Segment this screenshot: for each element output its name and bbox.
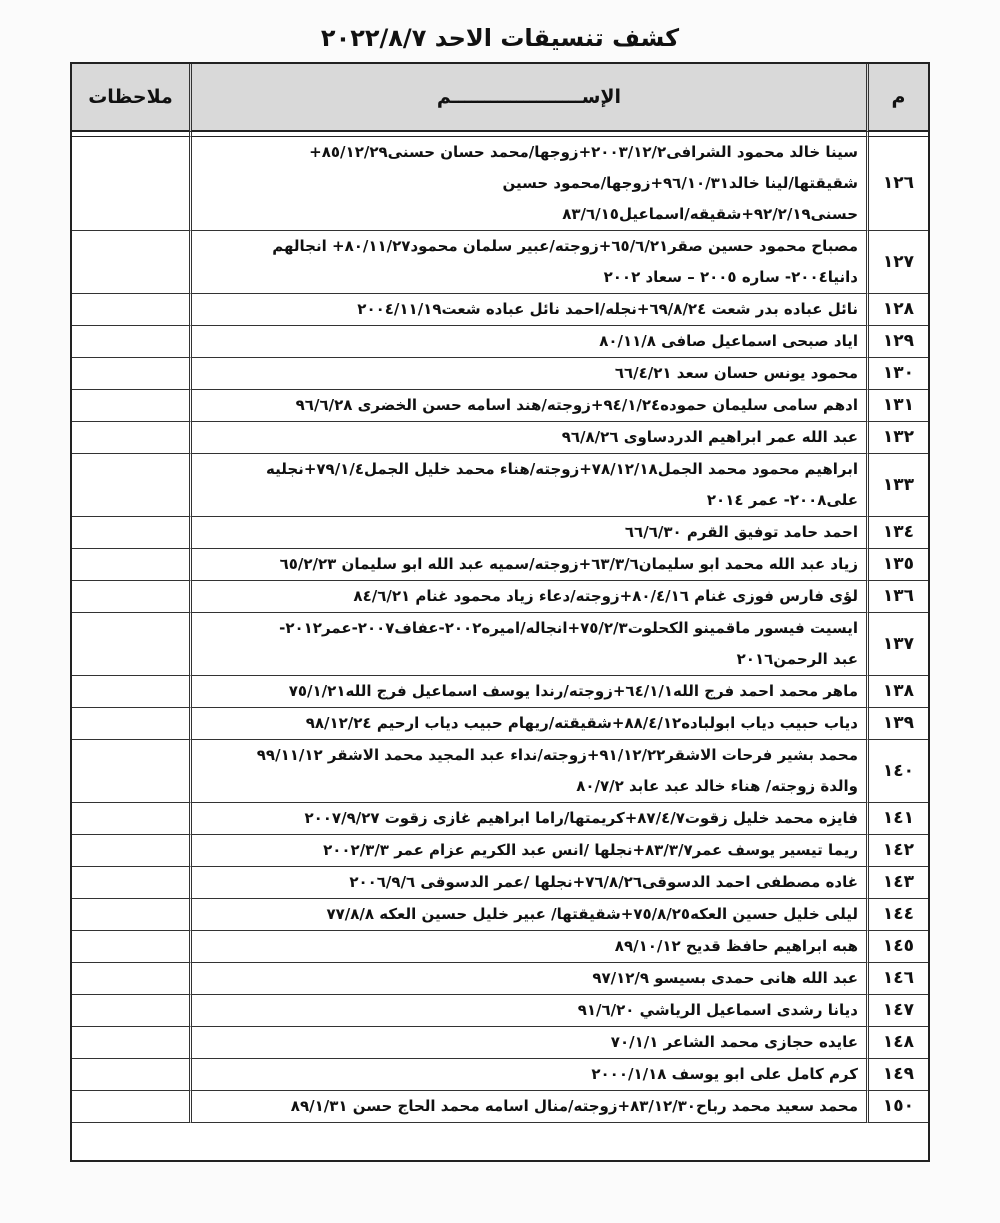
table-row xyxy=(72,326,928,358)
row-notes xyxy=(72,899,189,931)
row-number: ١٣٤ xyxy=(866,517,928,549)
row-notes xyxy=(72,613,189,676)
row-name-line: عايده حجازى محمد الشاعر ٧٠/١/١ xyxy=(610,1033,858,1051)
table-row xyxy=(72,899,928,931)
row-name-line: لؤى فارس فوزى غنام ٨٠/٤/١٦+زوجته/دعاء زياد محمود غنام ٨٤/٦/٢١ xyxy=(353,587,858,605)
row-name-line: غاده مصطفى احمد الدسوقى٧٦/٨/٢٦+نجلها /عمر الدسوقى ٢٠٠٦/٩/٦ xyxy=(349,873,858,891)
row-number: ١٢٧ xyxy=(866,231,928,294)
row-name-cell xyxy=(189,963,866,995)
row-notes xyxy=(72,326,189,358)
table-row xyxy=(72,708,928,740)
row-name-line: زياد عبد الله محمد ابو سليمان٦٣/٣/٦+زوجته/سميه عبد الله ابو سليمان ٦٥/٢/٢٣ xyxy=(279,555,858,573)
row-number: ١٣٩ xyxy=(866,708,928,740)
row-notes xyxy=(72,803,189,835)
table-row xyxy=(72,740,928,803)
row-notes xyxy=(72,676,189,708)
row-name-cell xyxy=(189,358,866,390)
row-name-line: ابراهيم محمود محمد الجمل٧٨/١٢/١٨+زوجته/هناء محمد خليل الجمل٧٩/١/٤+نجليه xyxy=(266,460,858,478)
row-notes xyxy=(72,517,189,549)
table-row xyxy=(72,1091,928,1123)
row-notes xyxy=(72,963,189,995)
table-row xyxy=(72,294,928,326)
row-name-line: محمد سعيد محمد رباح٨٣/١٢/٣٠+زوجته/منال اسامه محمد الحاج حسن ٨٩/١/٣١ xyxy=(290,1097,858,1115)
header-name: الإســــــــــــــــــــم xyxy=(189,64,866,132)
row-name-line: نائل عباده بدر شعت ٦٩/٨/٢٤+نجله/احمد نائل عباده شعت٢٠٠٤/١١/١٩ xyxy=(357,300,858,318)
table-row xyxy=(72,803,928,835)
row-number: ١٥٠ xyxy=(866,1091,928,1123)
table-row xyxy=(72,517,928,549)
row-name-cell xyxy=(189,613,866,676)
table-row xyxy=(72,581,928,613)
row-name-cell xyxy=(189,867,866,899)
table-row xyxy=(72,995,928,1027)
row-name-cell xyxy=(189,422,866,454)
row-notes xyxy=(72,581,189,613)
row-name-cell xyxy=(189,931,866,963)
table-row xyxy=(72,1027,928,1059)
row-notes xyxy=(72,454,189,517)
table-body xyxy=(72,132,928,1123)
row-name-line: ليلى خليل حسين العكه٧٥/٨/٢٥+شقيقتها/ عبير خليل حسين العكه ٧٧/٨/٨ xyxy=(326,905,858,923)
row-number: ١٤٩ xyxy=(866,1059,928,1091)
row-name-cell xyxy=(189,390,866,422)
row-notes xyxy=(72,549,189,581)
row-name-line: حسنى٩٢/٢/١٩+شقيقه/اسماعيل٨٣/٦/١٥ xyxy=(562,205,858,223)
row-name-cell xyxy=(189,1059,866,1091)
row-number: ١٢٦ xyxy=(866,137,928,231)
row-notes xyxy=(72,995,189,1027)
row-name-line: اياد صبحى اسماعيل صافى ٨٠/١١/٨ xyxy=(599,332,858,350)
row-name-cell xyxy=(189,581,866,613)
row-name-line: دياب حبيب دياب ابولباده٨٨/٤/١٢+شقيقته/ريهام حبيب دياب ارحيم ٩٨/١٢/٢٤ xyxy=(305,714,858,732)
row-name-line: والدة زوجته/ هناء خالد عبد عابد ٨٠/٧/٢ xyxy=(576,777,858,795)
coordination-table-frame xyxy=(70,62,930,1162)
row-notes xyxy=(72,390,189,422)
row-name-line: دانيا٢٠٠٤- ساره ٢٠٠٥ – سعاد ٢٠٠٢ xyxy=(603,268,858,286)
table-row xyxy=(72,358,928,390)
table-row xyxy=(72,676,928,708)
row-name-cell xyxy=(189,676,866,708)
row-number: ١٤١ xyxy=(866,803,928,835)
row-number: ١٤٦ xyxy=(866,963,928,995)
row-name-cell xyxy=(189,740,866,803)
row-name-line: عبد الله هانى حمدى بسيسو ٩٧/١٢/٩ xyxy=(592,969,858,987)
table-row xyxy=(72,231,928,294)
row-notes xyxy=(72,231,189,294)
row-number: ١٤٧ xyxy=(866,995,928,1027)
row-notes xyxy=(72,137,189,231)
row-name-line: مصباح محمود حسين صقر٦٥/٦/٢١+زوجته/عبير سلمان محمود٨٠/١١/٢٧+ انجالهم xyxy=(272,237,858,255)
row-number: ١٤٨ xyxy=(866,1027,928,1059)
row-number: ١٣٢ xyxy=(866,422,928,454)
row-name-cell xyxy=(189,549,866,581)
row-name-line: عبد الرحمن٢٠١٦ xyxy=(736,650,858,668)
header-notes: ملاحظات xyxy=(72,64,189,132)
row-name-cell xyxy=(189,326,866,358)
row-notes xyxy=(72,740,189,803)
table-row xyxy=(72,137,928,231)
coordination-table xyxy=(72,64,928,1123)
row-name-line: محمود يونس حسان سعد ٦٦/٤/٢١ xyxy=(614,364,858,382)
row-name-line: احمد حامد توفيق القرم ٦٦/٦/٣٠ xyxy=(624,523,858,541)
row-name-cell xyxy=(189,1027,866,1059)
row-number: ١٢٩ xyxy=(866,326,928,358)
row-number: ١٤٤ xyxy=(866,899,928,931)
row-name-cell xyxy=(189,294,866,326)
row-notes xyxy=(72,358,189,390)
header-number: م xyxy=(866,64,928,132)
row-notes xyxy=(72,835,189,867)
row-name-cell xyxy=(189,899,866,931)
row-notes xyxy=(72,422,189,454)
table-row xyxy=(72,613,928,676)
row-notes xyxy=(72,294,189,326)
row-name-cell xyxy=(189,803,866,835)
row-name-line: ريما تيسير يوسف عمر٨٣/٣/٧+نجلها /انس عبد الكريم عزام عمر ٢٠٠٢/٣/٣ xyxy=(323,841,858,859)
table-row xyxy=(72,549,928,581)
row-name-line: ماهر محمد احمد فرج الله٦٤/١/١+زوجته/رندا يوسف اسماعيل فرج الله٧٥/١/٢١ xyxy=(288,682,858,700)
row-name-cell xyxy=(189,835,866,867)
row-name-line: ايسيت فيسور ماقمينو الكحلوت٧٥/٢/٣+انجاله/اميره٢٠٠٢-عفاف٢٠٠٧-عمر٢٠١٢- xyxy=(279,619,858,637)
table-row xyxy=(72,931,928,963)
row-number: ١٤٣ xyxy=(866,867,928,899)
table-row xyxy=(72,835,928,867)
row-name-line: هبه ابراهيم حافظ قديح ٨٩/١٠/١٢ xyxy=(614,937,858,955)
row-number: ١٣٨ xyxy=(866,676,928,708)
row-name-line: على٢٠٠٨- عمر ٢٠١٤ xyxy=(706,491,858,509)
row-number: ١٣٦ xyxy=(866,581,928,613)
table-header-row xyxy=(72,64,928,132)
table-row xyxy=(72,867,928,899)
row-name-line: سينا خالد محمود الشرافى٢٠٠٣/١٢/٢+زوجها/محمد حسان حسنى٨٥/١٢/٢٩+ xyxy=(309,143,858,161)
table-row xyxy=(72,963,928,995)
row-number: ١٢٨ xyxy=(866,294,928,326)
row-number: ١٣٣ xyxy=(866,454,928,517)
row-notes xyxy=(72,867,189,899)
row-name-cell xyxy=(189,995,866,1027)
row-name-cell xyxy=(189,454,866,517)
document-title: كشف تنسيقات الاحد ٢٠٢٢/٨/٧ xyxy=(320,24,680,52)
row-name-cell xyxy=(189,231,866,294)
row-number: ١٤٠ xyxy=(866,740,928,803)
row-name-line: شقيقتها/لينا خالد٩٦/١٠/٣١+زوجها/محمود حسين xyxy=(502,174,858,192)
row-notes xyxy=(72,708,189,740)
row-name-cell xyxy=(189,137,866,231)
row-name-line: ادهم سامى سليمان حموده٩٤/١/٢٤+زوجته/هند اسامه حسن الخضرى ٩٦/٦/٢٨ xyxy=(295,396,858,414)
row-number: ١٣٥ xyxy=(866,549,928,581)
row-number: ١٤٥ xyxy=(866,931,928,963)
row-number: ١٣٠ xyxy=(866,358,928,390)
row-name-cell xyxy=(189,1091,866,1123)
row-name-line: فايزه محمد خليل زقوت٨٧/٤/٧+كريمتها/راما ابراهيم غازى زقوت ٢٠٠٧/٩/٢٧ xyxy=(304,809,858,827)
row-number: ١٣٧ xyxy=(866,613,928,676)
row-number: ١٣١ xyxy=(866,390,928,422)
row-notes xyxy=(72,1059,189,1091)
row-name-line: عبد الله عمر ابراهيم الدردساوى ٩٦/٨/٢٦ xyxy=(561,428,858,446)
table-row xyxy=(72,422,928,454)
row-name-cell xyxy=(189,517,866,549)
table-row xyxy=(72,454,928,517)
row-name-line: كرم كامل على ابو يوسف ٢٠٠٠/١/١٨ xyxy=(591,1065,858,1083)
row-name-line: محمد بشير فرحات الاشقر٩١/١٢/٢٢+زوجته/نداء عبد المجيد محمد الاشقر ٩٩/١١/١٢ xyxy=(256,746,858,764)
row-notes xyxy=(72,1027,189,1059)
row-name-line: ديانا رشدى اسماعيل الرياشي ٩١/٦/٢٠ xyxy=(577,1001,858,1019)
row-notes xyxy=(72,1091,189,1123)
row-notes xyxy=(72,931,189,963)
table-row xyxy=(72,1059,928,1091)
table-row xyxy=(72,390,928,422)
row-name-cell xyxy=(189,708,866,740)
row-number: ١٤٢ xyxy=(866,835,928,867)
